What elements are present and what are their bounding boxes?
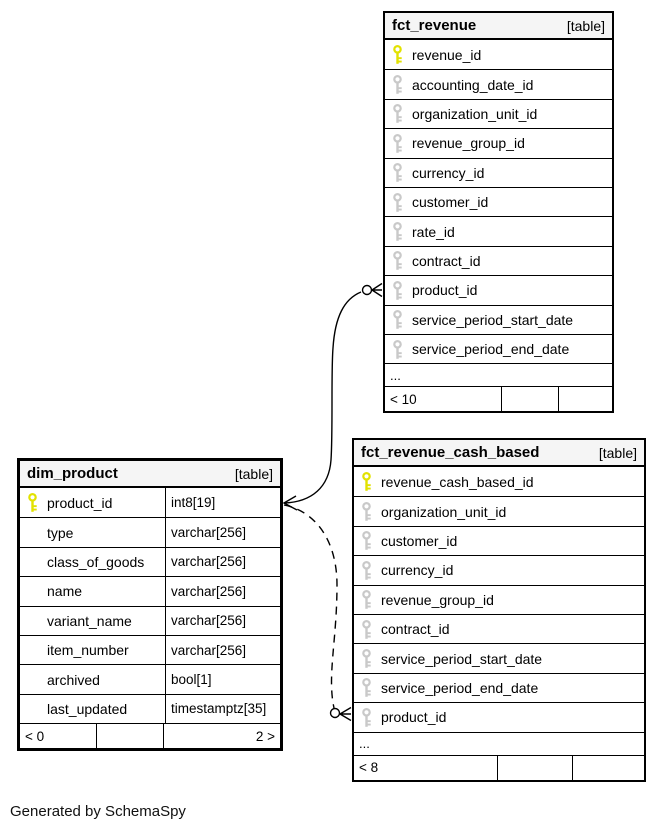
column-name-cell [358, 527, 644, 555]
relationship-dashed-curve [284, 505, 337, 708]
table-footer [20, 723, 280, 748]
column-name: product_id [412, 282, 478, 299]
column-name-cell [358, 644, 644, 672]
key-icon-placeholder [27, 552, 38, 571]
column-name: name [47, 583, 83, 600]
foreign-key-icon [392, 281, 403, 300]
column-row-customer_id [354, 526, 644, 555]
column-name: class_of_goods [47, 553, 145, 570]
table-name[interactable]: dim_product [27, 465, 118, 482]
primary-key-icon [392, 45, 403, 64]
column-row-organization_unit_id [354, 496, 644, 525]
relationship-solid-circle [363, 286, 372, 295]
table-footer [385, 386, 612, 411]
column-type: varchar[256] [165, 636, 280, 664]
column-row-currency_id [385, 158, 612, 187]
column-name-cell [24, 665, 165, 693]
column-row-currency_id [354, 555, 644, 584]
footer-cell-in-degree: < 0 [25, 728, 45, 744]
column-name-cell [389, 129, 612, 157]
foreign-key-icon [392, 251, 403, 270]
column-name: organization_unit_id [381, 503, 507, 520]
column-name-cell [389, 159, 612, 187]
table-dim-product[interactable] [17, 458, 283, 751]
relationship-solid-tail-arrow [284, 496, 297, 510]
key-icon-placeholder [27, 523, 38, 542]
foreign-key-icon [361, 502, 372, 521]
column-name: service_period_start_date [381, 650, 543, 667]
relationship-solid-curve [284, 292, 361, 503]
relationship-dashed [284, 505, 351, 721]
column-name-cell [389, 188, 612, 216]
key-icon-placeholder [27, 641, 38, 660]
column-row-name [20, 576, 280, 605]
column-name: type [47, 524, 74, 541]
primary-key-icon [27, 493, 38, 512]
table-name[interactable]: fct_revenue [392, 17, 477, 34]
table-footer [354, 755, 644, 780]
column-name: rate_id [412, 223, 455, 240]
relationship-solid-crowfoot [372, 284, 382, 297]
column-name: revenue_group_id [381, 591, 494, 608]
column-name: revenue_group_id [412, 135, 525, 152]
column-name-cell [24, 636, 165, 664]
column-name-cell [24, 488, 165, 517]
column-row-type [20, 517, 280, 546]
table-header-dim-product[interactable] [20, 461, 280, 488]
column-name: archived [47, 671, 100, 688]
relationship-dashed-circle [331, 709, 340, 718]
column-name-cell [358, 703, 644, 731]
table-name[interactable]: fct_revenue_cash_based [361, 444, 540, 461]
foreign-key-icon [361, 590, 372, 609]
foreign-key-icon [392, 134, 403, 153]
column-name: service_period_start_date [412, 311, 574, 328]
column-name: last_updated [47, 700, 128, 717]
column-name-cell [389, 40, 612, 69]
table-type-badge: [table] [234, 465, 273, 482]
key-icon-placeholder [27, 670, 38, 689]
table-fct-revenue-cash-based[interactable] [352, 438, 646, 782]
column-type: bool[1] [165, 665, 280, 693]
foreign-key-icon [361, 531, 372, 550]
footer-cell [572, 756, 644, 780]
footer-cell [558, 387, 612, 411]
column-name: product_id [47, 494, 113, 511]
column-type: timestamptz[35] [165, 695, 280, 723]
key-icon-placeholder [27, 699, 38, 718]
foreign-key-icon [392, 163, 403, 182]
column-row-product_id [20, 488, 280, 517]
column-row-last_updated [20, 694, 280, 723]
footer-cell-in-degree: < 10 [390, 391, 417, 407]
column-type: varchar[256] [165, 548, 280, 576]
foreign-key-icon [392, 75, 403, 94]
column-name: product_id [381, 709, 447, 726]
column-row-contract_id [354, 614, 644, 643]
column-name-cell [358, 586, 644, 614]
ellipsis-row: ... [354, 732, 644, 755]
foreign-key-icon [392, 104, 403, 123]
table-type-badge: [table] [598, 444, 637, 461]
column-name: service_period_end_date [381, 679, 539, 696]
column-name: revenue_cash_based_id [381, 473, 534, 490]
column-row-rate_id [385, 216, 612, 245]
column-type: int8[19] [165, 488, 280, 517]
column-name-cell [389, 100, 612, 128]
table-type-badge: [table] [566, 17, 605, 34]
column-row-service_period_start_date [385, 305, 612, 334]
column-row-item_number [20, 635, 280, 664]
primary-key-icon [361, 472, 372, 491]
key-icon-placeholder [27, 582, 38, 601]
foreign-key-icon [361, 620, 372, 639]
generated-by-note: Generated by SchemaSpy [10, 803, 186, 820]
column-name: service_period_end_date [412, 341, 570, 358]
column-row-class_of_goods [20, 547, 280, 576]
footer-cell [497, 756, 572, 780]
column-row-revenue_cash_based_id [354, 467, 644, 496]
column-row-organization_unit_id [385, 99, 612, 128]
column-name-cell [389, 217, 612, 245]
column-name: currency_id [381, 562, 454, 579]
column-type: varchar[256] [165, 607, 280, 635]
column-name-cell [389, 306, 612, 334]
column-name: contract_id [412, 252, 481, 269]
column-type: varchar[256] [165, 518, 280, 546]
column-name: contract_id [381, 621, 450, 638]
foreign-key-icon [361, 649, 372, 668]
column-name: organization_unit_id [412, 105, 538, 122]
column-row-variant_name [20, 606, 280, 635]
key-icon-placeholder [27, 611, 38, 630]
foreign-key-icon [392, 222, 403, 241]
foreign-key-icon [361, 678, 372, 697]
foreign-key-icon [361, 708, 372, 727]
column-name: currency_id [412, 164, 485, 181]
column-name-cell [24, 518, 165, 546]
column-row-service_period_end_date [354, 673, 644, 702]
column-type: varchar[256] [165, 577, 280, 605]
column-name: item_number [47, 642, 129, 659]
table-header-fct-revenue[interactable] [385, 13, 612, 40]
column-name-cell [358, 674, 644, 702]
column-name: accounting_date_id [412, 76, 534, 93]
footer-cell-out-degree: 2 > [163, 724, 280, 748]
column-name-cell [358, 615, 644, 643]
column-name-cell [358, 497, 644, 525]
column-name: customer_id [412, 194, 489, 211]
column-name-cell [358, 556, 644, 584]
column-name-cell [389, 276, 612, 304]
column-name: variant_name [47, 612, 132, 629]
column-row-revenue_group_id [385, 128, 612, 157]
foreign-key-icon [392, 310, 403, 329]
ellipsis-row: ... [385, 363, 612, 386]
foreign-key-icon [361, 561, 372, 580]
column-name-cell [24, 607, 165, 635]
column-name-cell [24, 577, 165, 605]
column-name-cell [389, 70, 612, 98]
column-name-cell [24, 548, 165, 576]
foreign-key-icon [392, 193, 403, 212]
foreign-key-icon [392, 340, 403, 359]
column-row-service_period_start_date [354, 643, 644, 672]
relationship-dashed-crowfoot [340, 708, 351, 721]
footer-cell [96, 724, 163, 748]
column-name: revenue_id [412, 46, 482, 63]
table-fct-revenue[interactable] [383, 11, 614, 413]
column-row-revenue_id [385, 40, 612, 69]
column-name-cell [24, 695, 165, 723]
column-name: customer_id [381, 532, 458, 549]
footer-cell-in-degree: < 8 [359, 760, 379, 776]
column-row-contract_id [385, 246, 612, 275]
column-row-revenue_group_id [354, 585, 644, 614]
column-name-cell [389, 335, 612, 363]
column-row-customer_id [385, 187, 612, 216]
column-row-service_period_end_date [385, 334, 612, 363]
column-row-accounting_date_id [385, 69, 612, 98]
column-name-cell [358, 467, 644, 496]
table-header-fct-revenue-cash-based[interactable] [354, 440, 644, 467]
column-row-product_id [354, 702, 644, 731]
footer-cell [501, 387, 558, 411]
column-name-cell [389, 247, 612, 275]
column-row-archived [20, 664, 280, 693]
column-row-product_id [385, 275, 612, 304]
